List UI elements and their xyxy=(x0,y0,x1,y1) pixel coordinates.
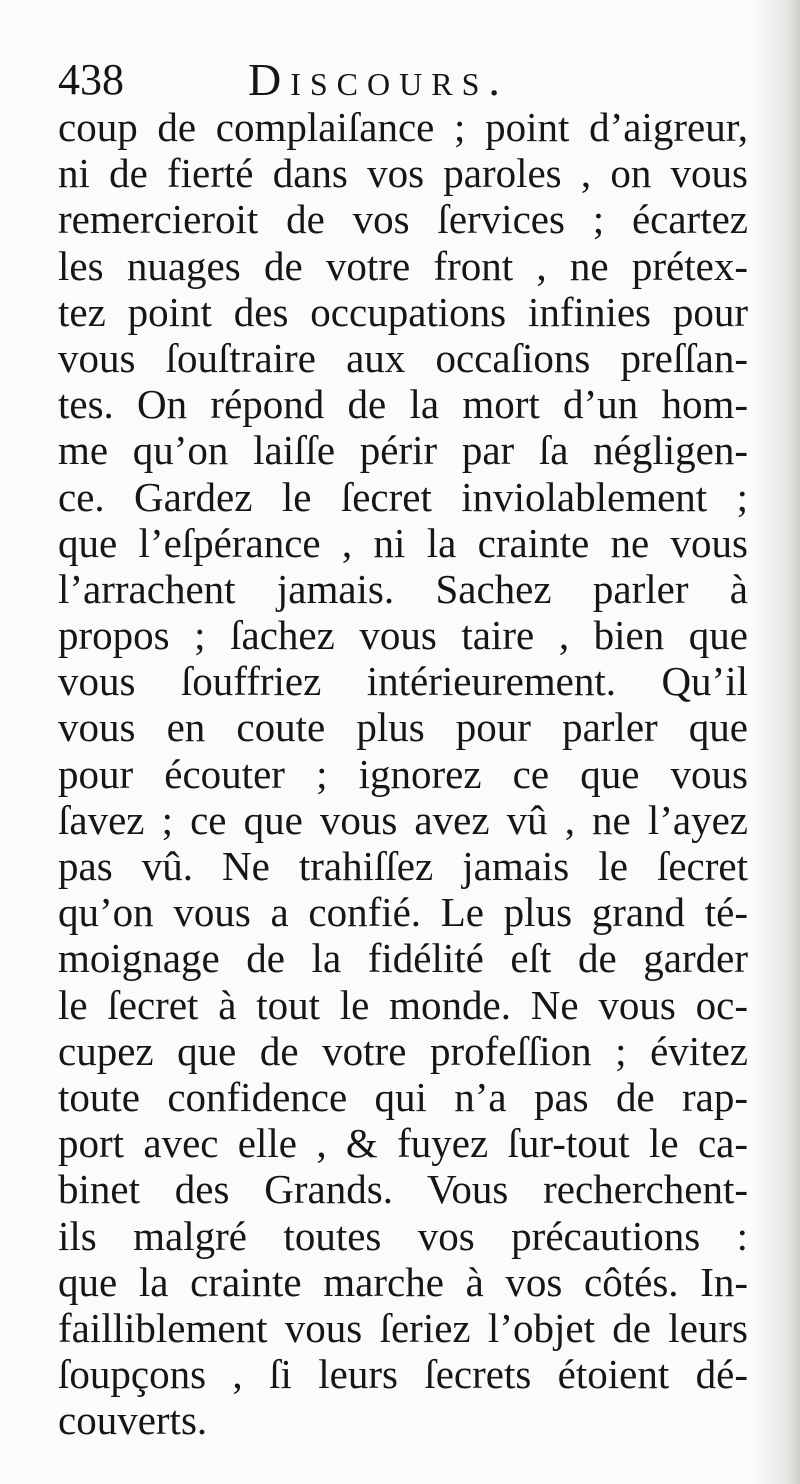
text-line: vous ſouffriez intérieurement. Qu’il xyxy=(58,658,748,705)
text-line: coup de complaiſance ; point d’aigreur, xyxy=(58,104,748,150)
text-line: tez point des occupations infinies pour xyxy=(58,288,748,335)
text-line: que la crainte marche à vos côtés. In- xyxy=(58,1258,748,1305)
page-gutter-shadow xyxy=(752,0,800,1484)
text-line: tes. On répond de la mort d’un hom- xyxy=(58,381,748,428)
text-line: que l’eſpérance , ni la crainte ne vous xyxy=(58,519,748,566)
text-line: pour écouter ; ignorez ce que vous xyxy=(58,750,748,797)
text-line: le ſecret à tout le monde. Ne vous oc- xyxy=(58,981,748,1028)
text-line: ſavez ; ce que vous avez vû , ne l’ayez xyxy=(58,796,748,843)
page-number: 438 xyxy=(58,55,124,104)
text-line: ce. Gardez le ſecret inviolablement ; xyxy=(58,473,748,520)
text-line: moignage de la fidélité eſt de garder xyxy=(58,935,748,982)
text-line: remercieroit de vos ſervices ; écartez xyxy=(58,196,748,243)
text-line: cupez que de votre profeſſion ; évitez xyxy=(58,1027,748,1074)
text-line: pas vû. Ne trahiſſez jamais le ſecret xyxy=(58,843,748,889)
text-line: ſoupçons , ſi leurs ſecrets étoient dé- xyxy=(58,1351,748,1398)
text-line: me qu’on laiſſe périr par ſa négligen- xyxy=(58,427,748,474)
text-line: les nuages de votre front , ne prétex- xyxy=(58,242,748,289)
text-line: port avec elle , & fuyez ſur-tout le ca- xyxy=(58,1120,748,1167)
text-line: failliblement vous ſeriez l’objet de leurs xyxy=(58,1304,748,1351)
text-line: propos ; ſachez vous taire , bien que xyxy=(58,612,748,659)
text-line: l’arrachent jamais. Sachez parler à xyxy=(58,565,748,612)
text-line: ni de fierté dans vos paroles , on vous xyxy=(58,150,748,197)
text-line: couverts. xyxy=(58,1397,208,1444)
text-line: vous en coute plus pour parler que xyxy=(58,704,748,751)
running-title: Discours. xyxy=(248,54,509,105)
text-line: toute confidence qui n’a pas de rap- xyxy=(58,1073,748,1120)
text-line: binet des Grands. Vous recherchent- xyxy=(58,1166,748,1213)
text-line: vous ſouſtraire aux occaſions preſſan- xyxy=(58,334,748,381)
body-text xyxy=(58,104,748,1443)
text-line: qu’on vous a confié. Le plus grand té- xyxy=(58,889,748,936)
text-line: ils malgré toutes vos précautions : xyxy=(58,1212,748,1259)
page-header xyxy=(58,52,758,108)
